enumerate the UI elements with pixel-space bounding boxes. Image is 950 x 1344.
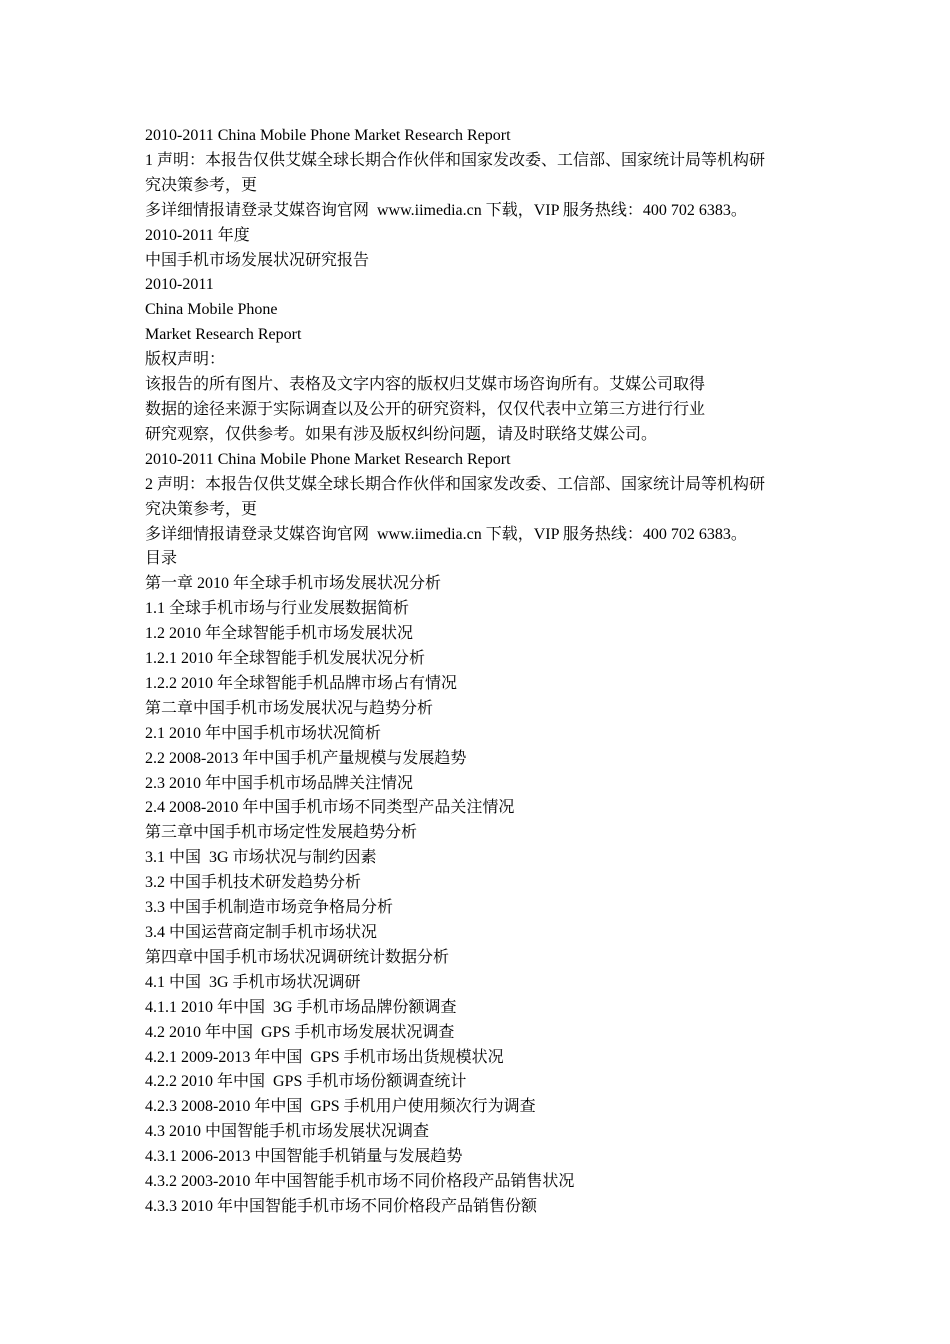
text-line: 究决策参考，更 bbox=[145, 500, 258, 518]
text-line: 3.3 中国手机制造市场竞争格局分析 bbox=[145, 899, 394, 917]
text-line: 1 声明：本报告仅供艾媒全球长期合作伙伴和国家发改委、工信部、国家统计局等机构研 bbox=[145, 151, 766, 169]
text-line: 目录 bbox=[145, 550, 178, 568]
text-line: 4.1 中国 3G 手机市场状况调研 bbox=[145, 973, 361, 991]
text-line: 该报告的所有图片、表格及文字内容的版权归艾媒市场咨询所有。艾媒公司取得 bbox=[145, 376, 706, 394]
text-line: 第一章 2010 年全球手机市场发展状况分析 bbox=[145, 575, 442, 593]
text-line: 2.4 2008-2010 年中国手机市场不同类型产品关注情况 bbox=[145, 799, 515, 817]
text-line: 4.2.1 2009-2013 年中国 GPS 手机市场出货规模状况 bbox=[145, 1048, 504, 1066]
text-line: 4.3.2 2003-2010 年中国智能手机市场不同价格段产品销售状况 bbox=[145, 1173, 575, 1191]
text-line: 4.1.1 2010 年中国 3G 手机市场品牌份额调查 bbox=[145, 998, 457, 1016]
text-line: 多详细情报请登录艾媒咨询官网 www.iimedia.cn 下载，VIP 服务热线：400 702 6383。 bbox=[145, 201, 747, 219]
text-line: 第三章中国手机市场定性发展趋势分析 bbox=[145, 824, 418, 842]
text-line: 2.3 2010 年中国手机市场品牌关注情况 bbox=[145, 774, 414, 792]
text-line: 第二章中国手机市场发展状况与趋势分析 bbox=[145, 699, 434, 717]
text-line: 中国手机市场发展状况研究报告 bbox=[145, 251, 370, 269]
text-line: 1.2.1 2010 年全球智能手机发展状况分析 bbox=[145, 650, 426, 668]
text-line: 4.2 2010 年中国 GPS 手机市场发展状况调查 bbox=[145, 1023, 455, 1041]
text-line: 2.2 2008-2013 年中国手机产量规模与发展趋势 bbox=[145, 749, 467, 767]
text-line: 第四章中国手机市场状况调研统计数据分析 bbox=[145, 948, 450, 966]
text-line: 2010-2011 年度 bbox=[145, 226, 250, 244]
text-line: 究决策参考，更 bbox=[145, 176, 258, 194]
text-line: 4.3.1 2006-2013 中国智能手机销量与发展趋势 bbox=[145, 1148, 463, 1166]
text-line: 2010-2011 bbox=[145, 276, 214, 294]
text-line: 1.2 2010 年全球智能手机市场发展状况 bbox=[145, 625, 414, 643]
text-line: 3.4 中国运营商定制手机市场状况 bbox=[145, 924, 378, 941]
document-body bbox=[145, 124, 815, 1220]
text-line: 4.2.3 2008-2010 年中国 GPS 手机用户使用频次行为调查 bbox=[145, 1098, 536, 1116]
text-line: 2010-2011 China Mobile Phone Market Research Report bbox=[145, 127, 511, 144]
text-line: 3.1 中国 3G 市场状况与制约因素 bbox=[145, 849, 377, 867]
text-line: 数据的途径来源于实际调查以及公开的研究资料，仅仅代表中立第三方进行行业 bbox=[145, 400, 706, 418]
text-line: 1.2.2 2010 年全球智能手机品牌市场占有情况 bbox=[145, 674, 458, 692]
text-line: 4.2.2 2010 年中国 GPS 手机市场份额调查统计 bbox=[145, 1073, 467, 1091]
text-line: 多详细情报请登录艾媒咨询官网 www.iimedia.cn 下载，VIP 服务热线：400 702 6383。 bbox=[145, 525, 747, 543]
text-line: 版权声明： bbox=[145, 351, 226, 369]
text-line: 2 声明：本报告仅供艾媒全球长期合作伙伴和国家发改委、工信部、国家统计局等机构研 bbox=[145, 475, 766, 493]
text-line: 研究观察，仅供参考。如果有涉及版权纠纷问题，请及时联络艾媒公司。 bbox=[145, 425, 658, 443]
text-line: Market Research Report bbox=[145, 326, 302, 344]
text-line: 3.2 中国手机技术研发趋势分析 bbox=[145, 874, 362, 892]
text-line: 2.1 2010 年中国手机市场状况简析 bbox=[145, 724, 382, 742]
text-line: 2010-2011 China Mobile Phone Market Research Report bbox=[145, 450, 511, 468]
text-line: 4.3 2010 中国智能手机市场发展状况调查 bbox=[145, 1123, 430, 1141]
text-line: 4.3.3 2010 年中国智能手机市场不同价格段产品销售份额 bbox=[145, 1197, 538, 1215]
text-line: 1.1 全球手机市场与行业发展数据简析 bbox=[145, 600, 410, 618]
text-line: China Mobile Phone bbox=[145, 301, 278, 319]
